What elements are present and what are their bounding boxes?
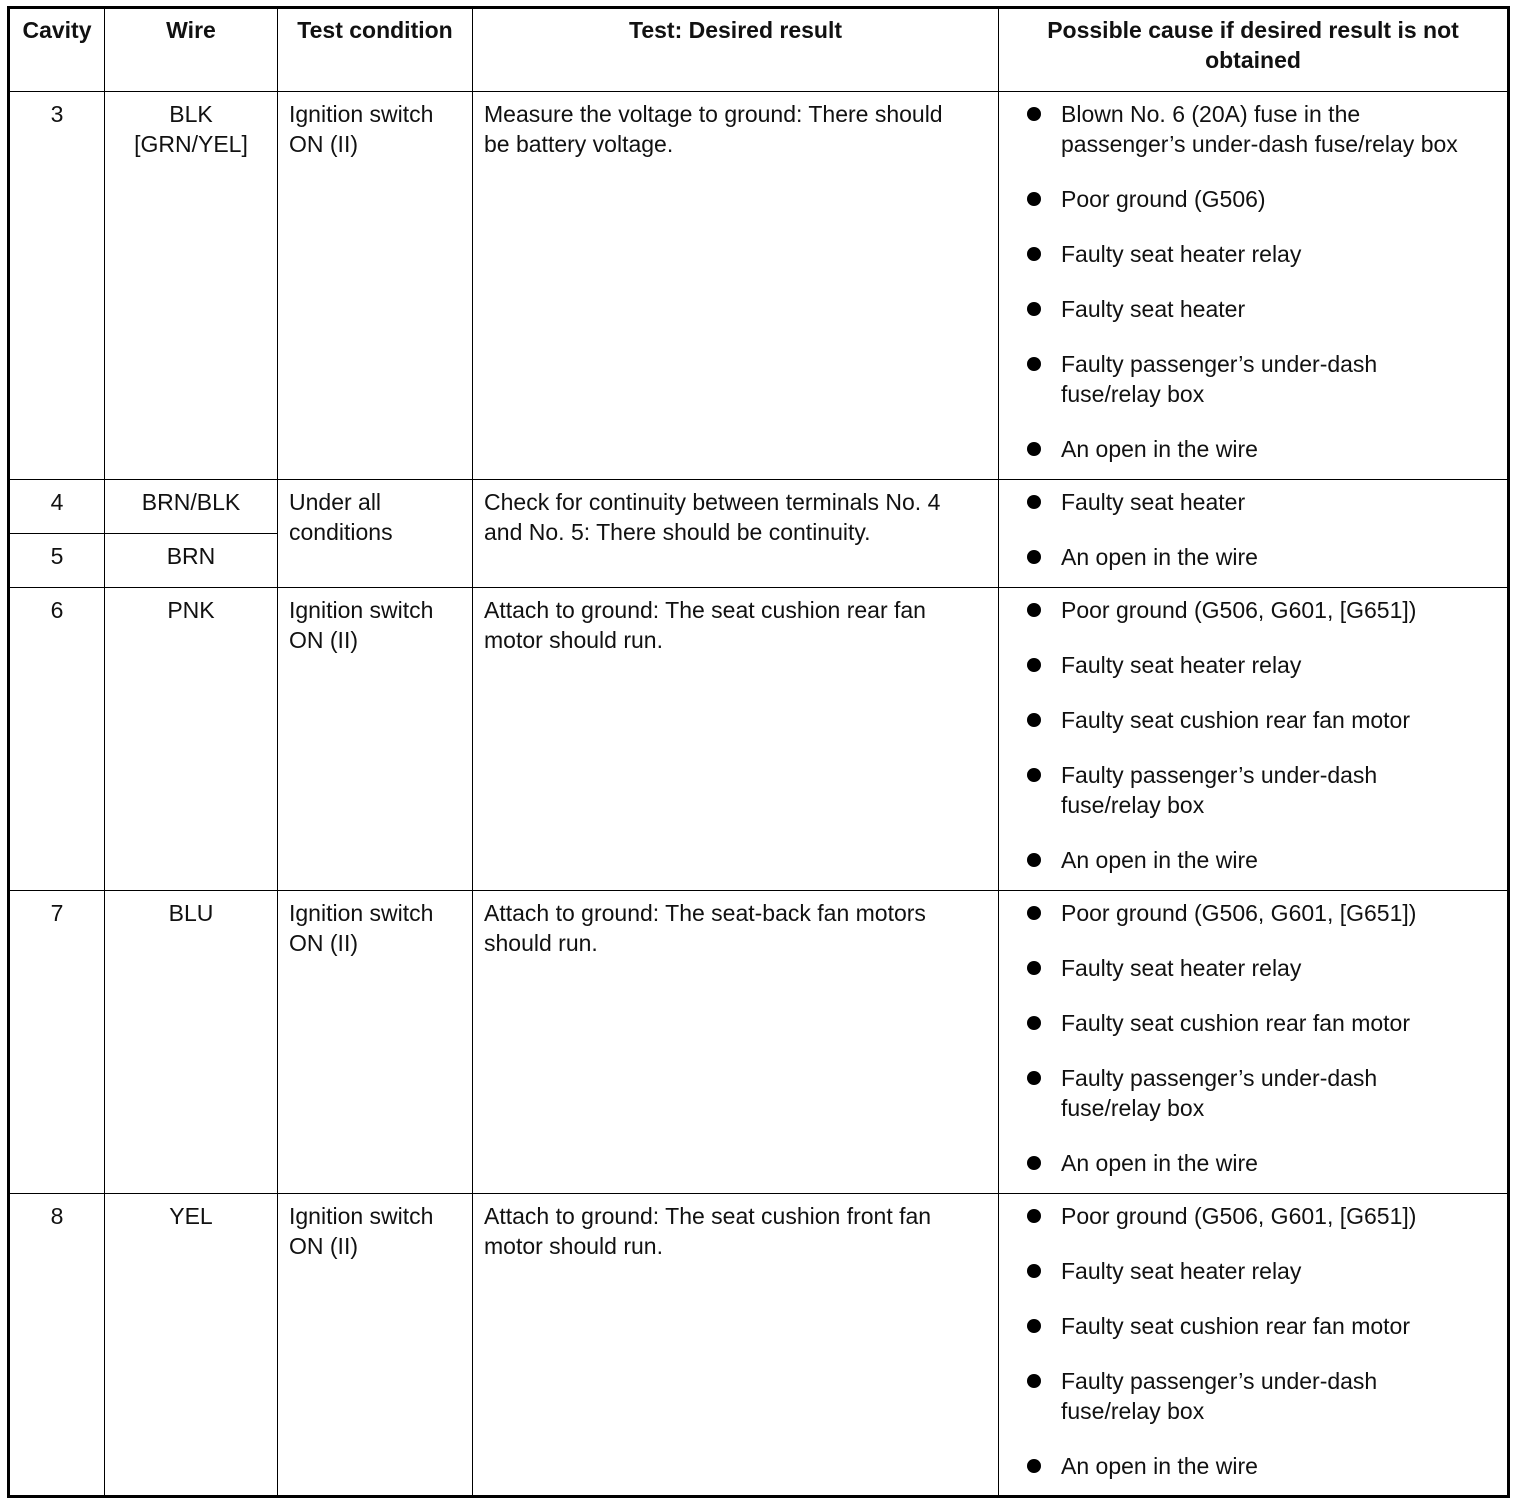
list-item [1027, 99, 1493, 159]
wire-cell [105, 92, 278, 480]
cause-text: Faulty passenger’s under-dash [1061, 1065, 1378, 1091]
header-test-condition: Test condition [278, 8, 473, 92]
cause-text: An open in the wire [1061, 436, 1258, 462]
bullet-icon [1027, 853, 1041, 867]
condition-line: ON (II) [289, 1233, 358, 1259]
header-wire: Wire [105, 8, 278, 92]
test-condition-cell [278, 92, 473, 480]
bullet-icon [1027, 1071, 1041, 1085]
cause-text: fuse/relay box [1061, 1398, 1205, 1424]
list-item [1027, 239, 1493, 269]
possible-cause-cell [999, 92, 1509, 480]
test-condition-cell [278, 480, 473, 588]
cause-text: fuse/relay box [1061, 1095, 1205, 1121]
cause-text: Blown No. 6 (20A) fuse in the [1061, 101, 1361, 127]
table-row [9, 92, 1509, 480]
bullet-icon [1027, 1374, 1041, 1388]
cause-text: An open in the wire [1061, 1150, 1258, 1176]
cause-text: An open in the wire [1061, 1453, 1258, 1479]
list-item [1027, 953, 1493, 983]
cause-text: Faulty seat cushion rear fan motor [1061, 1010, 1410, 1036]
condition-line: ON (II) [289, 930, 358, 956]
list-item [1027, 1256, 1493, 1286]
cause-list [1027, 898, 1493, 1178]
bullet-icon [1027, 768, 1041, 782]
test-condition-cell [278, 588, 473, 891]
cause-text: Faulty seat heater [1061, 489, 1246, 515]
cause-list [1027, 595, 1493, 875]
test-result-cell [473, 588, 999, 891]
cause-list [1027, 99, 1493, 464]
table-row [9, 891, 1509, 1194]
test-condition-cell [278, 891, 473, 1194]
bullet-icon [1027, 713, 1041, 727]
bullet-icon [1027, 495, 1041, 509]
result-line: Measure the voltage to ground: There should [484, 101, 943, 127]
cause-text: Faulty passenger’s under-dash [1061, 1368, 1378, 1394]
table-row [9, 588, 1509, 891]
condition-line: Ignition switch [289, 597, 434, 623]
bullet-icon [1027, 1016, 1041, 1030]
bullet-icon [1027, 603, 1041, 617]
condition-line: ON (II) [289, 627, 358, 653]
wire-cell: YEL [105, 1194, 278, 1497]
cause-text: fuse/relay box [1061, 381, 1205, 407]
bullet-icon [1027, 906, 1041, 920]
bullet-icon [1027, 658, 1041, 672]
cause-text: An open in the wire [1061, 544, 1258, 570]
connector-test-table [7, 6, 1510, 1498]
cause-text: Faulty seat heater relay [1061, 955, 1302, 981]
possible-cause-cell [999, 588, 1509, 891]
test-result-cell [473, 1194, 999, 1497]
list-item [1027, 434, 1493, 464]
list-item [1027, 1451, 1493, 1481]
cause-text: passenger’s under-dash fuse/relay box [1061, 131, 1458, 157]
wire-cell: BLU [105, 891, 278, 1194]
bullet-icon [1027, 1264, 1041, 1278]
cause-text: An open in the wire [1061, 847, 1258, 873]
result-line: and No. 5: There should be continuity. [484, 519, 871, 545]
cause-text: Faulty seat cushion rear fan motor [1061, 1313, 1410, 1339]
possible-cause-cell [999, 480, 1509, 588]
list-item [1027, 1311, 1493, 1341]
bullet-icon [1027, 442, 1041, 456]
result-line: motor should run. [484, 1233, 663, 1259]
condition-line: conditions [289, 519, 393, 545]
list-item [1027, 1063, 1493, 1123]
result-line: Attach to ground: The seat cushion front fan [484, 1203, 932, 1229]
header-cause-line1: Possible cause if desired result is not [1047, 17, 1459, 43]
possible-cause-cell [999, 891, 1509, 1194]
condition-line: Ignition switch [289, 900, 434, 926]
wire-cell: BRN [105, 534, 278, 588]
table-row [9, 480, 1509, 534]
wire-color-alt: [GRN/YEL] [134, 131, 248, 157]
cause-text: Faulty seat heater relay [1061, 652, 1302, 678]
cavity-cell: 7 [9, 891, 105, 1194]
list-item [1027, 184, 1493, 214]
cause-list [1027, 1201, 1493, 1481]
list-item [1027, 542, 1493, 572]
cause-text: Faulty seat heater relay [1061, 1258, 1302, 1284]
bullet-icon [1027, 1156, 1041, 1170]
wire-cell: BRN/BLK [105, 480, 278, 534]
list-item [1027, 1148, 1493, 1178]
bullet-icon [1027, 357, 1041, 371]
cavity-cell: 3 [9, 92, 105, 480]
header-cavity: Cavity [9, 8, 105, 92]
result-line: Attach to ground: The seat cushion rear fan [484, 597, 926, 623]
cause-text: Poor ground (G506, G601, [G651]) [1061, 597, 1417, 623]
list-item [1027, 349, 1493, 409]
wire-cell: PNK [105, 588, 278, 891]
list-item [1027, 487, 1493, 517]
bullet-icon [1027, 1459, 1041, 1473]
test-condition-cell [278, 1194, 473, 1497]
bullet-icon [1027, 1209, 1041, 1223]
cause-text: Faulty seat heater [1061, 296, 1246, 322]
list-item [1027, 1366, 1493, 1426]
cavity-cell: 5 [9, 534, 105, 588]
condition-line: Ignition switch [289, 1203, 434, 1229]
result-line: be battery voltage. [484, 131, 674, 157]
test-result-cell [473, 480, 999, 588]
result-line: motor should run. [484, 627, 663, 653]
cause-text: Poor ground (G506, G601, [G651]) [1061, 1203, 1417, 1229]
list-item [1027, 845, 1493, 875]
cause-text: Faulty seat cushion rear fan motor [1061, 707, 1410, 733]
bullet-icon [1027, 550, 1041, 564]
header-test-result: Test: Desired result [473, 8, 999, 92]
test-result-cell [473, 92, 999, 480]
test-result-cell [473, 891, 999, 1194]
list-item [1027, 1201, 1493, 1231]
bullet-icon [1027, 961, 1041, 975]
cause-text: fuse/relay box [1061, 792, 1205, 818]
wire-color: BLK [169, 101, 213, 127]
result-line: Check for continuity between terminals No. 4 [484, 489, 941, 515]
cavity-cell: 6 [9, 588, 105, 891]
header-row [9, 8, 1509, 92]
table-row [9, 1194, 1509, 1497]
cause-text: Faulty seat heater relay [1061, 241, 1302, 267]
bullet-icon [1027, 192, 1041, 206]
cause-list [1027, 487, 1493, 572]
cavity-cell: 8 [9, 1194, 105, 1497]
cavity-cell: 4 [9, 480, 105, 534]
result-line: should run. [484, 930, 598, 956]
list-item [1027, 294, 1493, 324]
condition-line: Under all [289, 489, 382, 515]
list-item [1027, 1008, 1493, 1038]
cause-text: Poor ground (G506, G601, [G651]) [1061, 900, 1417, 926]
cause-text: Faulty passenger’s under-dash [1061, 762, 1378, 788]
result-line: Attach to ground: The seat-back fan motors [484, 900, 926, 926]
condition-line: Ignition switch [289, 101, 434, 127]
cause-text: Poor ground (G506) [1061, 186, 1266, 212]
list-item [1027, 650, 1493, 680]
header-cause-line2: obtained [1205, 47, 1301, 73]
bullet-icon [1027, 107, 1041, 121]
bullet-icon [1027, 1319, 1041, 1333]
bullet-icon [1027, 247, 1041, 261]
list-item [1027, 595, 1493, 625]
list-item [1027, 705, 1493, 735]
bullet-icon [1027, 302, 1041, 316]
list-item [1027, 898, 1493, 928]
possible-cause-cell [999, 1194, 1509, 1497]
condition-line: ON (II) [289, 131, 358, 157]
cause-text: Faulty passenger’s under-dash [1061, 351, 1378, 377]
header-possible-cause [999, 8, 1509, 92]
list-item [1027, 760, 1493, 820]
